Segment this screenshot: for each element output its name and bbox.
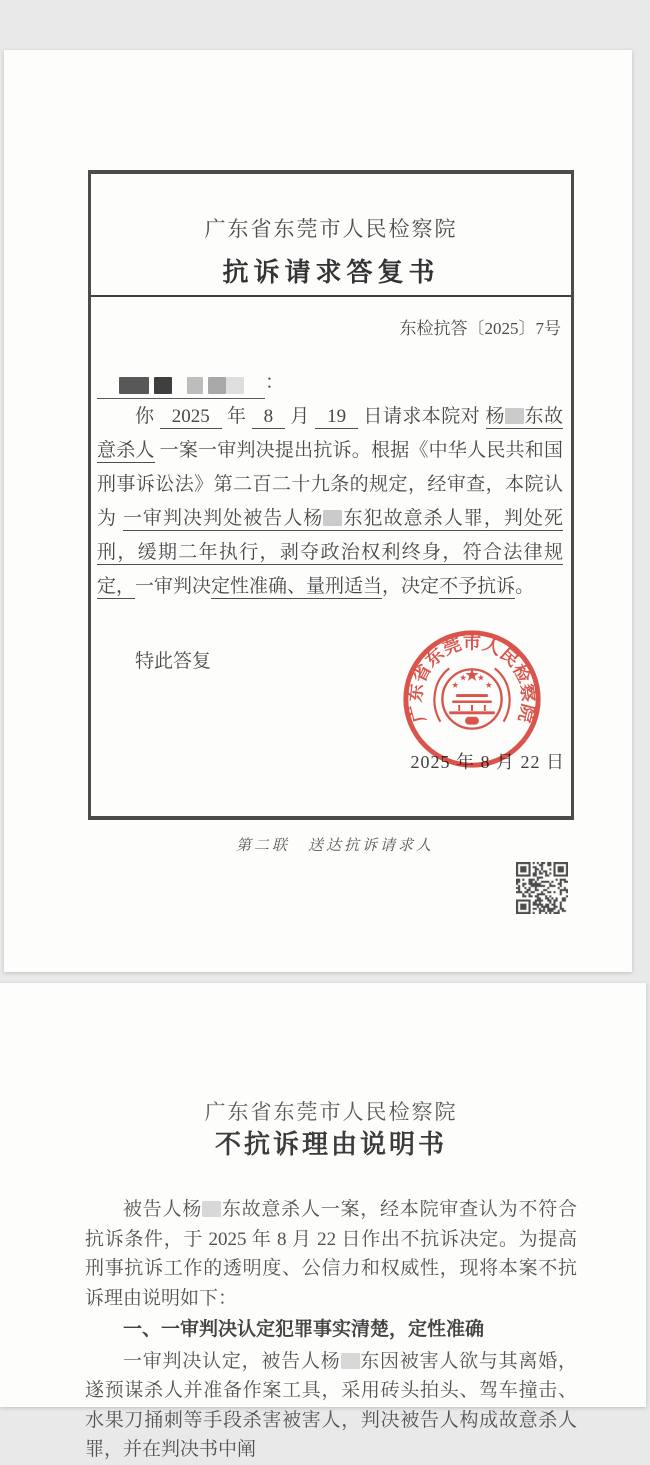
blank-year: 2025 [160, 406, 222, 429]
redaction-block [208, 377, 226, 394]
document-border-box [88, 170, 574, 820]
body-text: 被告人杨 [123, 1199, 203, 1220]
blank-day: 19 [315, 406, 358, 429]
qr-code [516, 862, 568, 914]
document-number: 东检抗答〔2025〕7号 [399, 319, 561, 338]
body-text: 一审判决认定，被告人杨 [123, 1350, 341, 1372]
finding-text: 一审判决判处被告人杨 [122, 508, 324, 529]
page-2-explanation-document [0, 983, 646, 1460]
body-text: 日请求本院对 [363, 406, 481, 427]
official-red-seal [393, 620, 551, 778]
salutation-line [97, 366, 563, 400]
case-name-text: 东故意杀人 [97, 406, 563, 461]
copy-distribution-note: 第二联 送达抗诉请求人 [235, 838, 434, 854]
redaction-block [505, 408, 524, 424]
intro-paragraph [85, 1195, 577, 1313]
redaction-block [187, 377, 203, 394]
page-1-reply-document [4, 50, 632, 972]
body-text: 一审判决 [135, 576, 212, 597]
redaction-block [119, 377, 149, 394]
document-body [97, 366, 563, 604]
body-text: 你 [135, 406, 155, 427]
main-paragraph [97, 400, 563, 604]
redaction-block [154, 377, 172, 394]
finding-text: 东犯故意杀人罪，判处死刑，缓期二年执行，剥夺政治权利终身，符合法律规定， [97, 508, 563, 597]
body-text: 月 [290, 406, 310, 427]
body-text: 东故意杀人一案，经本院审查认为不符合抗诉条件，于 2025 年 8 月 22 日作出不抗诉决定。为提高刑事抗诉工作的透明度、公信力和权威性，现将本案不抗诉理由说明如下： [85, 1199, 577, 1309]
redaction-block [226, 377, 244, 394]
defendant-surname: 杨 [485, 406, 505, 427]
facts-paragraph [85, 1347, 577, 1465]
closing-phrase: 特此答复 [135, 651, 212, 672]
svg-text:广东省东莞市人民检察院 [405, 633, 539, 725]
organization-name: 广东省东莞市人民检察院 [204, 1100, 458, 1124]
document-date: 2025 年 8 月 22 日 [410, 752, 565, 772]
redaction-block [341, 1353, 360, 1369]
decision-underlined: 不予抗诉 [439, 576, 516, 597]
body-text: 。 [515, 576, 535, 597]
organization-name: 广东省东莞市人民检察院 [204, 217, 458, 241]
body-text: 一案一审判决提出抗诉。根据《中华人民共和国刑事诉讼法》第二百二十九条的规定，经审查，本院认为 [97, 440, 563, 529]
redaction-block [202, 1201, 221, 1217]
redacted-recipient-name [97, 373, 265, 399]
salutation-colon: ： [265, 372, 285, 393]
section-heading-1: 一、一审判决认定犯罪事实清楚，定性准确 [123, 1319, 485, 1340]
seal-text: 广东省东莞市人民检察院 [406, 633, 538, 725]
blank-month: 8 [252, 406, 286, 429]
body-text: ，决定 [382, 576, 440, 597]
document-title: 不抗诉理由说明书 [214, 1130, 447, 1159]
document-title: 抗诉请求答复书 [222, 258, 440, 287]
document-body [85, 1195, 577, 1465]
redaction-block [323, 510, 342, 526]
body-text: 年 [226, 406, 247, 427]
document-header [91, 174, 571, 297]
body-text: 东因被害人欲与其离婚，遂预谋杀人并准备作案工具，采用砖头拍头、驾车撞击、水果刀捅刺等手段杀害被害人，判决被告人构成故意杀人罪，并在判决书中阐 [85, 1350, 577, 1460]
assessment-underlined: 定性准确、量刑适当 [211, 576, 383, 597]
